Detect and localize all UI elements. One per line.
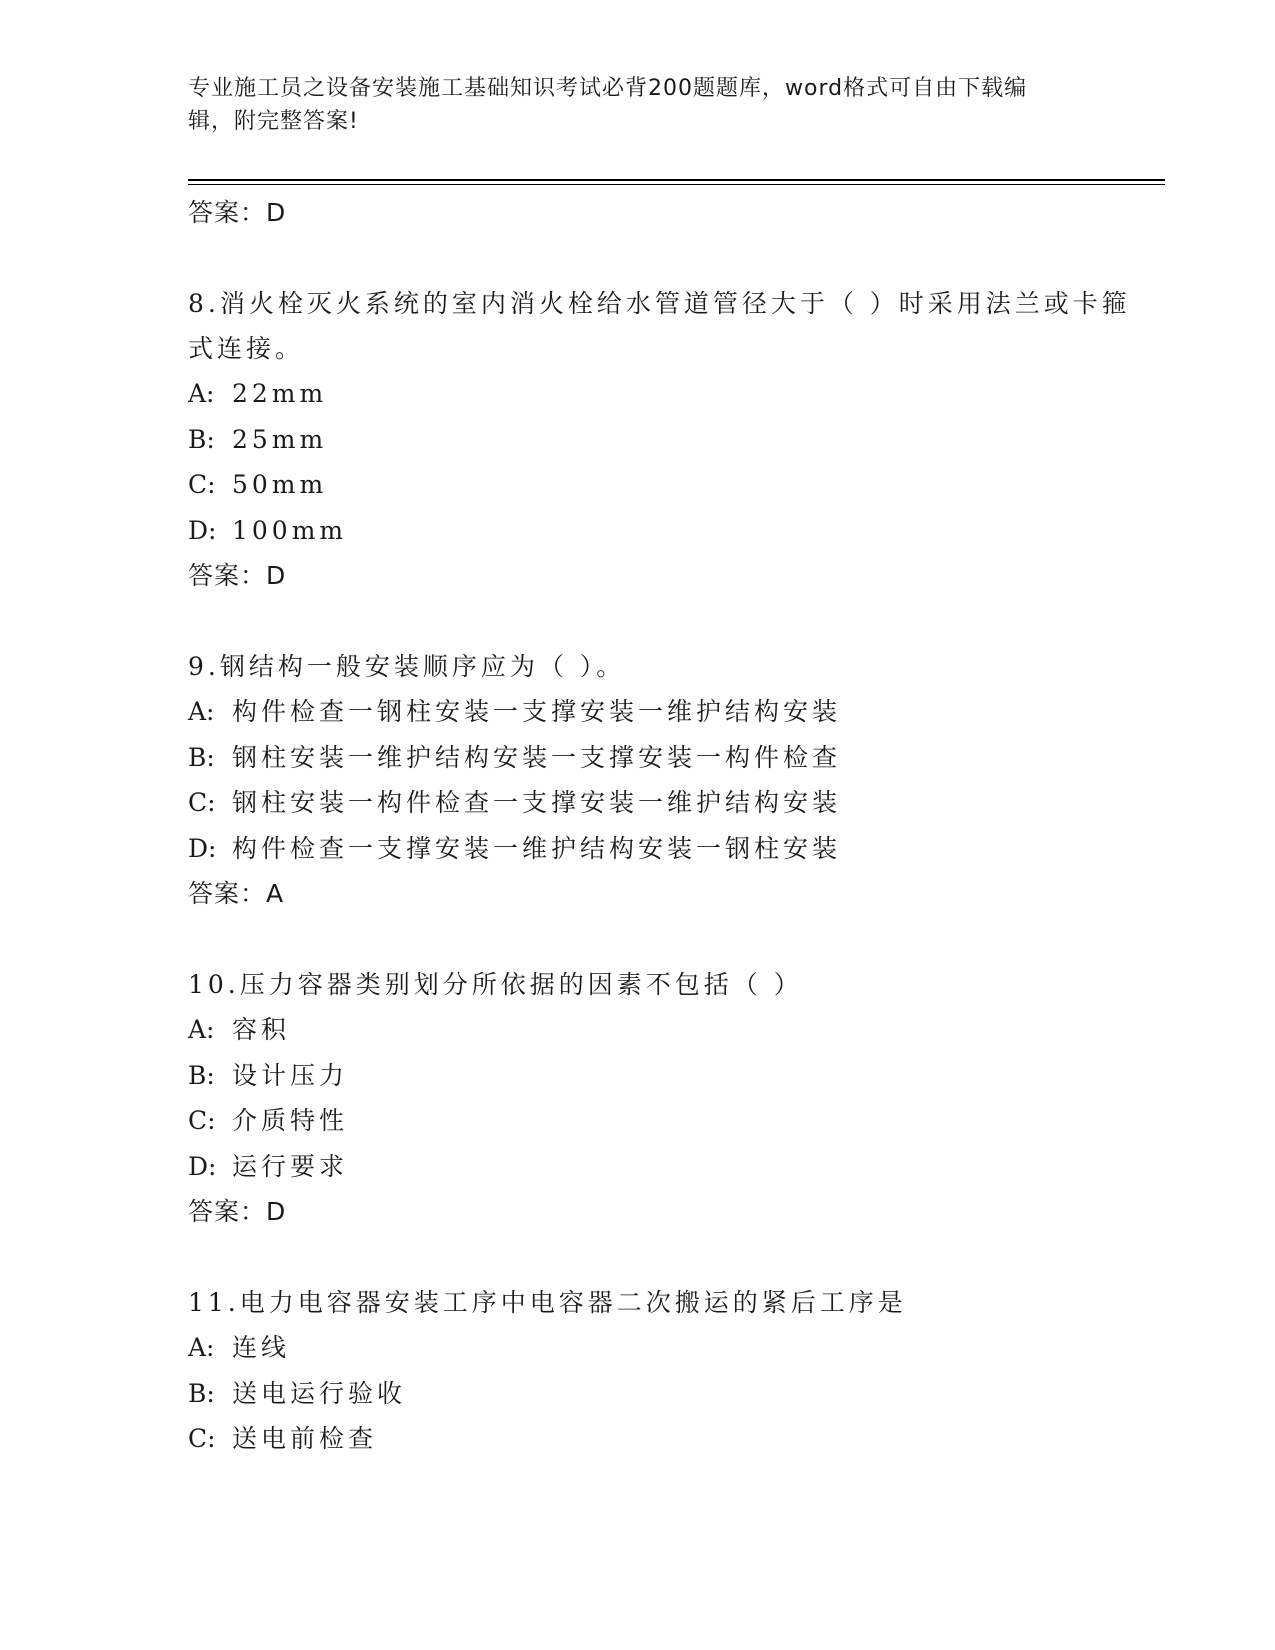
option-row <box>188 689 1148 735</box>
option-row <box>188 462 1148 508</box>
option-letter: B: <box>188 424 215 454</box>
option-text: 构件检查一钢柱安装一支撑安装一维护结构安装 <box>232 697 842 726</box>
option-letter: C: <box>188 1424 216 1453</box>
question-text: 10.压力容器类别划分所依据的因素不包括（ ） <box>188 970 803 999</box>
option-row <box>188 1098 1148 1144</box>
option-text: 送电前检查 <box>232 1424 378 1453</box>
option-row <box>188 371 1148 417</box>
option-text: 送电运行验收 <box>232 1378 407 1408</box>
document-title: 专业施工员之设备安装施工基础知识考试必背200题题库，word格式可自由下载编辑，附完整答案! <box>188 76 1028 134</box>
option-letter: C: <box>188 470 216 499</box>
option-text: 50mm <box>232 470 328 499</box>
answer-line: 答案：A <box>188 879 285 908</box>
option-text: 25mm <box>232 424 328 454</box>
option-text: 100mm <box>232 515 348 545</box>
option-text: 钢柱安装一维护结构安装一支撑安装一构件检查 <box>232 742 842 772</box>
question-spacer <box>188 236 1148 281</box>
option-row <box>188 826 1148 872</box>
question-block <box>188 281 1148 599</box>
option-row <box>188 1371 1148 1417</box>
option-letter: A: <box>188 379 215 408</box>
answer-line: 答案：D <box>188 1197 287 1226</box>
option-row <box>188 1325 1148 1371</box>
question-text: 8.消火栓灭火系统的室内消火栓给水管道管径大于（ ）时采用法兰或卡箍式连接。 <box>188 289 1131 363</box>
question-block <box>188 644 1148 917</box>
option-row <box>188 1144 1148 1190</box>
option-text: 容积 <box>232 1015 291 1044</box>
option-letter: D: <box>188 515 217 545</box>
answer-line: 答案：D <box>188 198 287 227</box>
question-spacer <box>188 917 1148 962</box>
option-letter: A: <box>188 1015 215 1044</box>
option-letter: C: <box>188 1106 216 1135</box>
question-block <box>188 962 1148 1235</box>
option-text: 连线 <box>232 1333 291 1362</box>
option-row <box>188 780 1148 826</box>
question-text: 9.钢结构一般安装顺序应为（ ）。 <box>188 652 626 681</box>
answer-line: 答案：D <box>188 561 287 590</box>
option-text: 22mm <box>232 379 328 408</box>
option-text: 钢柱安装一构件检查一支撑安装一维护结构安装 <box>232 788 842 817</box>
page-header <box>188 72 1068 138</box>
option-letter: A: <box>188 697 215 726</box>
option-row <box>188 508 1148 554</box>
question-spacer <box>188 1235 1148 1280</box>
option-row <box>188 1007 1148 1053</box>
option-row <box>188 1416 1148 1462</box>
option-text: 运行要求 <box>232 1151 349 1181</box>
question-list <box>188 190 1148 1462</box>
option-letter: B: <box>188 1060 215 1090</box>
option-row <box>188 735 1148 781</box>
option-row <box>188 1053 1148 1099</box>
option-letter: D: <box>188 1151 217 1181</box>
option-row <box>188 417 1148 463</box>
option-letter: B: <box>188 1378 215 1408</box>
question-text: 11.电力电容器安装工序中电容器二次搬运的紧后工序是 <box>188 1288 907 1317</box>
question-block <box>188 1280 1148 1462</box>
question-spacer <box>188 599 1148 644</box>
option-text: 设计压力 <box>232 1060 349 1090</box>
option-letter: C: <box>188 788 216 817</box>
option-text: 介质特性 <box>232 1106 349 1135</box>
header-divider-thin <box>188 184 1165 185</box>
header-divider <box>188 179 1165 181</box>
option-letter: D: <box>188 833 217 863</box>
option-letter: B: <box>188 742 215 772</box>
option-letter: A: <box>188 1333 215 1362</box>
option-text: 构件检查一支撑安装一维护结构安装一钢柱安装 <box>232 833 842 863</box>
